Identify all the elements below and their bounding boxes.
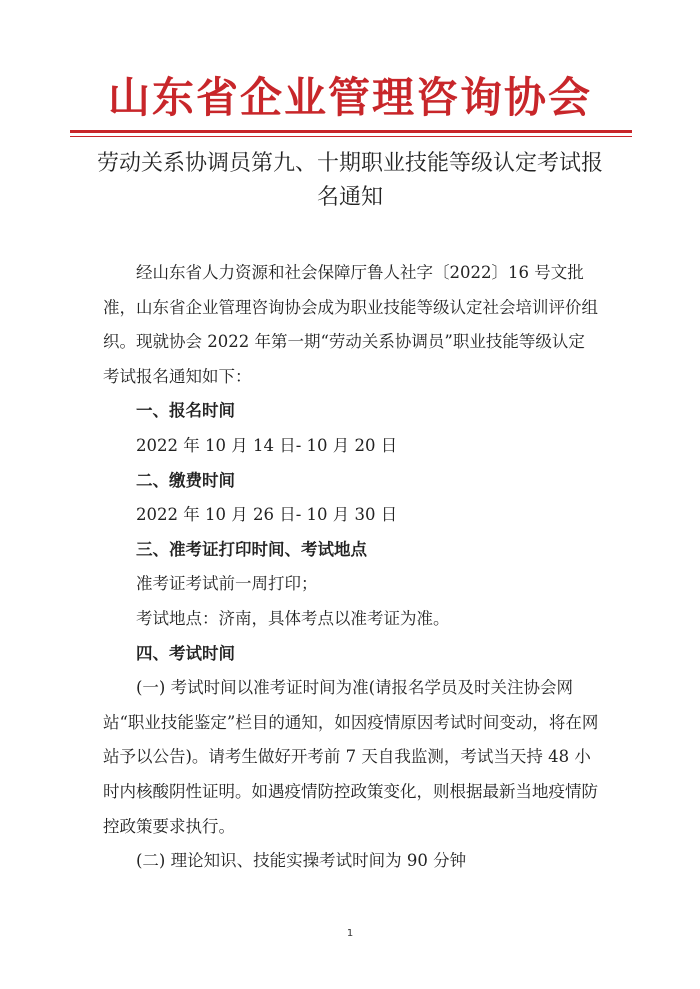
- document-title: 劳动关系协调员第九、十期职业技能等级认定考试报名通知: [96, 151, 603, 210]
- exam-time-paragraph-2: (二) 理论知识、技能实操考试时间为 90 分钟: [136, 851, 467, 871]
- registration-time-text: 2022 年 10 月 14 日- 10 月 20 日: [136, 435, 398, 455]
- section-heading-payment-time: 二、缴费时间: [136, 470, 235, 490]
- section-heading-admission-ticket: 三、准考证打印时间、考试地点: [136, 539, 367, 559]
- payment-time-text: 2022 年 10 月 26 日- 10 月 30 日: [136, 505, 398, 525]
- letterhead-org-name: 山东省企业管理咨询协会: [107, 73, 592, 122]
- intro-paragraph: 经山东省人力资源和社会保障厅鲁人社字〔2022〕16 号文批准，山东省企业管理咨询协会成为职业技能等级认定社会培训评价组织。现就协会 2022 年第一期“劳动关系协调员”职业技能等级认定考试报名通知如下：: [103, 263, 598, 386]
- document-body: [103, 256, 600, 879]
- page-number: 1: [346, 928, 354, 939]
- section-heading-registration-time: 一、报名时间: [136, 401, 235, 421]
- exam-time-paragraph-1: (一) 考试时间以准考证时间为准(请报名学员及时关注协会网站“职业技能鉴定”栏目的通知，如因疫情原因考试时间变动，将在网站予以公告)。请考生做好开考前 7 天自我监测，考试当天持 48 小时内核酸阴性证明。如遇疫情防控政策变化，则根据最新当地疫情防控政策要求执行。: [103, 678, 599, 836]
- section-heading-exam-time: 四、考试时间: [136, 643, 235, 663]
- admission-ticket-text: 准考证考试前一周打印；: [136, 574, 318, 594]
- exam-location-text: 考试地点：济南，具体考点以准考证为准。: [136, 608, 450, 628]
- letterhead-rule-thin: [70, 136, 632, 137]
- letterhead-rule-thick: [70, 130, 632, 133]
